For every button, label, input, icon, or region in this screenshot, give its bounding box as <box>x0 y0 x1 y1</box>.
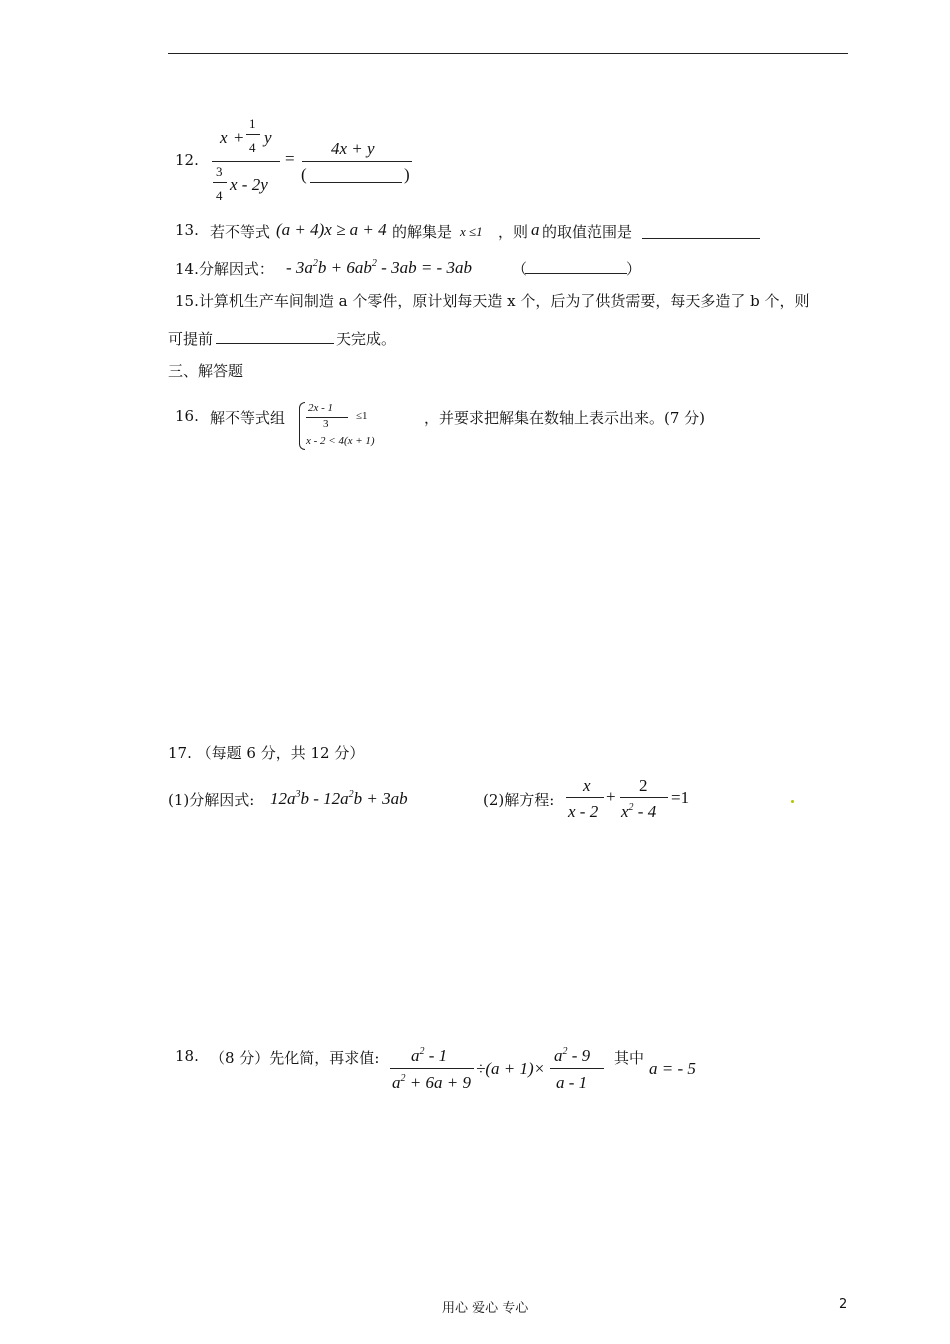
q18-condition: a = - 5 <box>649 1059 696 1078</box>
rhs-den-open: ( <box>301 165 307 184</box>
q16-row1-numerator: 2x - 1 <box>308 402 334 414</box>
q15-line2a: 可提前 <box>168 330 214 348</box>
rhs-numerator: 4x + y <box>331 139 375 158</box>
q18-frac2-denominator: a - 1 <box>556 1073 588 1092</box>
q14-label: 14.分解因式： <box>175 260 274 278</box>
q16-text1: 解不等式组 <box>210 409 286 427</box>
q17-frac2-bar <box>620 797 668 798</box>
q15-answer-blank <box>216 343 334 344</box>
q14-expression: - $3a^2b + 6ab^2 - 3ab$ = - 3ab <box>286 258 472 277</box>
q18-text2: 其中 <box>614 1049 645 1067</box>
equals-sign: = <box>285 149 295 168</box>
q17-part1-expression: $12a^3b - 12a^2b + 3ab$ <box>270 789 408 808</box>
rhs-den-blank <box>310 182 402 183</box>
q14-close-paren: ） <box>626 260 642 278</box>
lhs-den-frac-numerator: 3 <box>216 164 223 179</box>
q14-answer-blank <box>525 273 627 274</box>
q17-frac1-denominator: x - 2 <box>568 802 599 821</box>
q18-text1: （8 分）先化简，再求值: <box>210 1049 380 1067</box>
q14-open-paren: （ <box>512 260 528 278</box>
q13-var: a <box>531 220 540 239</box>
lhs-fraction-bar <box>212 161 280 162</box>
q16-system-brace <box>299 402 305 450</box>
q13-solution: x ≤1 <box>460 224 483 239</box>
question-number: 13. <box>175 221 199 239</box>
q13-inequality: (a + 4)x ≥ a + 4 <box>276 220 387 239</box>
q15-line1: 15.计算机生产车间制造 a 个零件，原计划每天造 x 个，后为了供货需要，每天多造了 b 个，则 <box>175 292 810 310</box>
q13-text2: 的解集是 <box>392 223 453 241</box>
q16-text2: ，并要求把解集在数轴上表示出来。(7 分) <box>424 409 706 427</box>
header-rule <box>168 53 848 54</box>
question-number: 18. <box>175 1047 199 1065</box>
q18-middle: ÷(a + 1)× <box>476 1059 546 1078</box>
q13-text4: 的取值范围是 <box>542 223 633 241</box>
stray-dot <box>791 800 794 803</box>
q13-text3: ，则 <box>498 223 529 241</box>
q17-part2-label: (2)解方程: <box>483 791 555 809</box>
q17-plus: + <box>606 787 616 806</box>
q13-answer-blank <box>642 238 760 239</box>
lhs-num-x: x <box>220 128 228 147</box>
q16-row1-denominator: 3 <box>323 418 329 430</box>
lhs-num-frac-denominator: 4 <box>249 140 256 155</box>
q17-frac2-numerator: 2 <box>639 776 648 795</box>
lhs-num-plus: + <box>234 128 244 147</box>
q13-text1: 若不等式 <box>210 223 271 241</box>
lhs-den-frac-bar <box>213 182 227 183</box>
q17-frac1-bar <box>566 797 604 798</box>
q15-line2b: 天完成。 <box>336 330 397 348</box>
footer-motto: 用心 爱心 专心 <box>442 1301 529 1316</box>
rhs-den-close: ) <box>404 165 410 184</box>
rhs-fraction-bar <box>302 161 412 162</box>
q17-part1-label: (1)分解因式: <box>168 791 255 809</box>
question-number: 12. <box>175 151 199 169</box>
page-number: 2 <box>839 1297 848 1312</box>
q17-header: 17. （每题 6 分，共 12 分） <box>168 744 365 762</box>
q18-frac1-bar <box>390 1068 474 1069</box>
lhs-den-rest: x - 2y <box>230 175 268 194</box>
q17-frac1-numerator: x <box>583 776 591 795</box>
lhs-num-frac-numerator: 1 <box>249 116 256 131</box>
q17-rhs: =1 <box>671 788 690 807</box>
q18-frac2-bar <box>550 1068 604 1069</box>
q18-frac1-denominator: $a^2 + 6a + 9$ <box>392 1073 471 1092</box>
q16-row2: x - 2 < 4(x + 1) <box>306 435 375 447</box>
q18-frac1-numerator: $a^2 - 1$ <box>411 1046 448 1065</box>
lhs-den-frac-denominator: 4 <box>216 188 223 203</box>
question-number: 16. <box>175 407 199 425</box>
q17-frac2-denominator: $x^2 - 4$ <box>621 802 657 821</box>
lhs-num-y: y <box>264 128 272 147</box>
q16-row1-relation: ≤1 <box>356 410 368 422</box>
q18-frac2-numerator: $a^2 - 9$ <box>554 1046 591 1065</box>
section-heading: 三、解答题 <box>168 362 244 380</box>
lhs-num-frac-bar <box>246 134 260 135</box>
